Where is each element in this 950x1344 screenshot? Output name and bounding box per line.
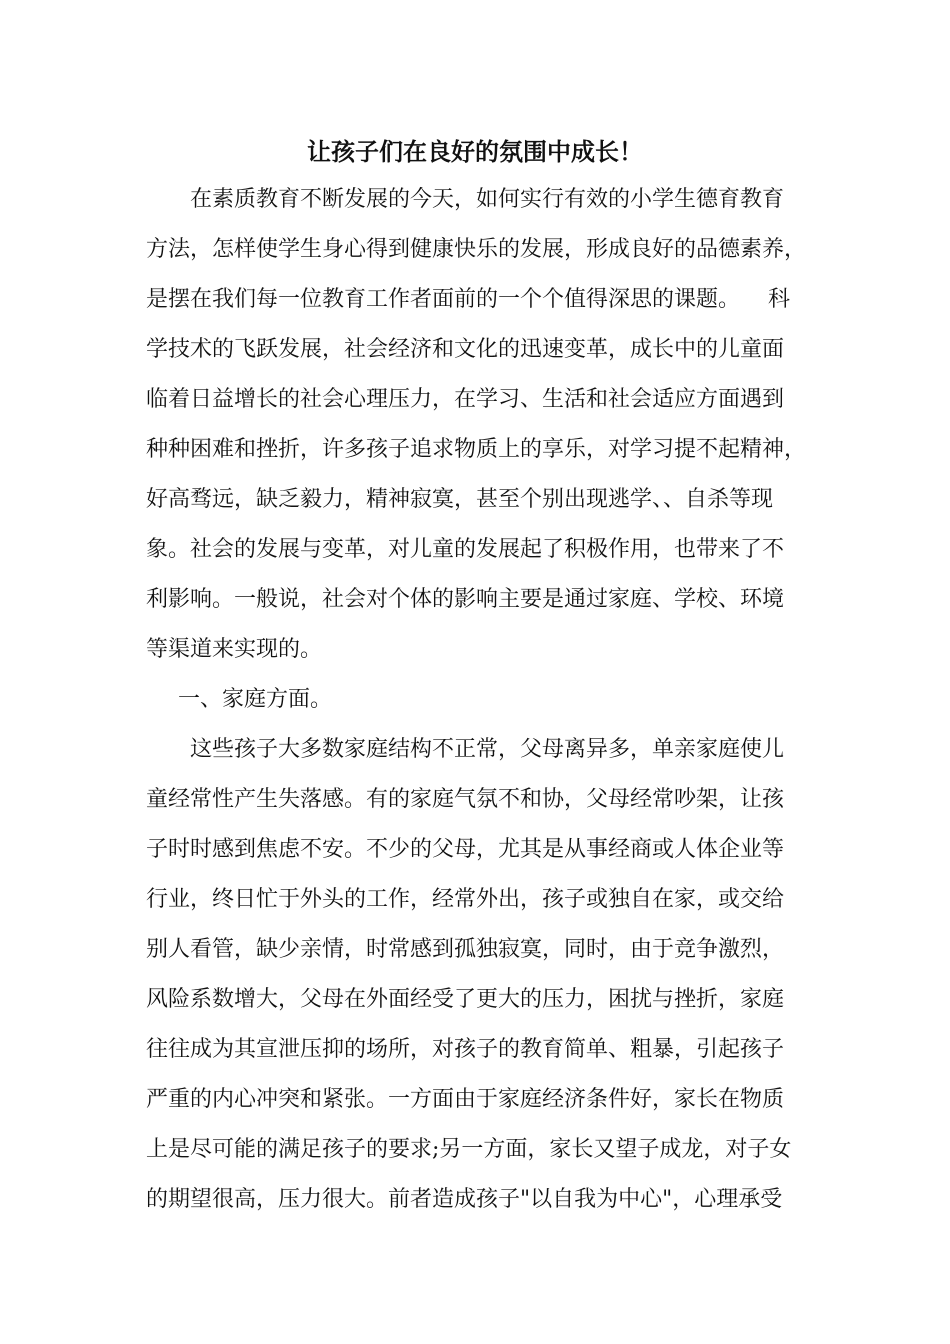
- text-line: 利影响。一般说，社会对个体的影响主要是通过家庭、学校、环境: [146, 587, 785, 612]
- text-line: 这些孩子大多数家庭结构不正常，父母离异多，单亲家庭使儿: [190, 737, 785, 762]
- text-line: 是摆在我们每一位教育工作者面前的一个个值得深思的课题。 科: [146, 287, 790, 312]
- section-heading: 一、家庭方面。: [178, 687, 333, 712]
- text-line: 在素质教育不断发展的今天，如何实行有效的小学生德育教育: [190, 187, 785, 212]
- text-line: 方法，怎样使学生身心得到健康快乐的发展，形成良好的品德素养，: [146, 237, 807, 262]
- text-line: 种种困难和挫折，许多孩子追求物质上的享乐，对学习提不起精神，: [146, 437, 807, 462]
- text-line: 学技术的飞跃发展，社会经济和文化的迅速变革，成长中的儿童面: [146, 337, 785, 362]
- document-title: 让孩子们在良好的氛围中成长！: [307, 137, 643, 166]
- text-line: 象。社会的发展与变革，对儿童的发展起了积极作用，也带来了不: [146, 537, 785, 562]
- document-body: [146, 180, 822, 1230]
- text-line: 的期望很高，压力很大。前者造成孩子"以自我为中心"，心理承受: [146, 1187, 783, 1212]
- text-line: 严重的内心冲突和紧张。一方面由于家庭经济条件好，家长在物质: [146, 1087, 785, 1112]
- text-line: 行业，终日忙于外头的工作，经常外出，孩子或独自在家，或交给: [146, 887, 785, 912]
- text-line: 子时时感到焦虑不安。不少的父母，尤其是从事经商或人体企业等: [146, 837, 785, 862]
- text-line: 别人看管，缺少亲情，时常感到孤独寂寞，同时，由于竞争激烈，: [146, 937, 785, 962]
- text-line: 童经常性产生失落感。有的家庭气氛不和协，父母经常吵架，让孩: [146, 787, 785, 812]
- text-line: 好高骛远，缺乏毅力，精神寂寞，甚至个别出现逃学、、自杀等现: [146, 487, 774, 512]
- text-line: 临着日益增长的社会心理压力，在学习、生活和社会适应方面遇到: [146, 387, 785, 412]
- text-line: 风险系数增大，父母在外面经受了更大的压力，困扰与挫折，家庭: [146, 987, 785, 1012]
- text-line: 上是尽可能的满足孩子的要求;另一方面，家长又望子成龙，对子女: [146, 1137, 792, 1162]
- text-line: 等渠道来实现的。: [146, 637, 323, 662]
- text-line: 往往成为其宣泄压抑的场所，对孩子的教育简单、粗暴，引起孩子: [146, 1037, 785, 1062]
